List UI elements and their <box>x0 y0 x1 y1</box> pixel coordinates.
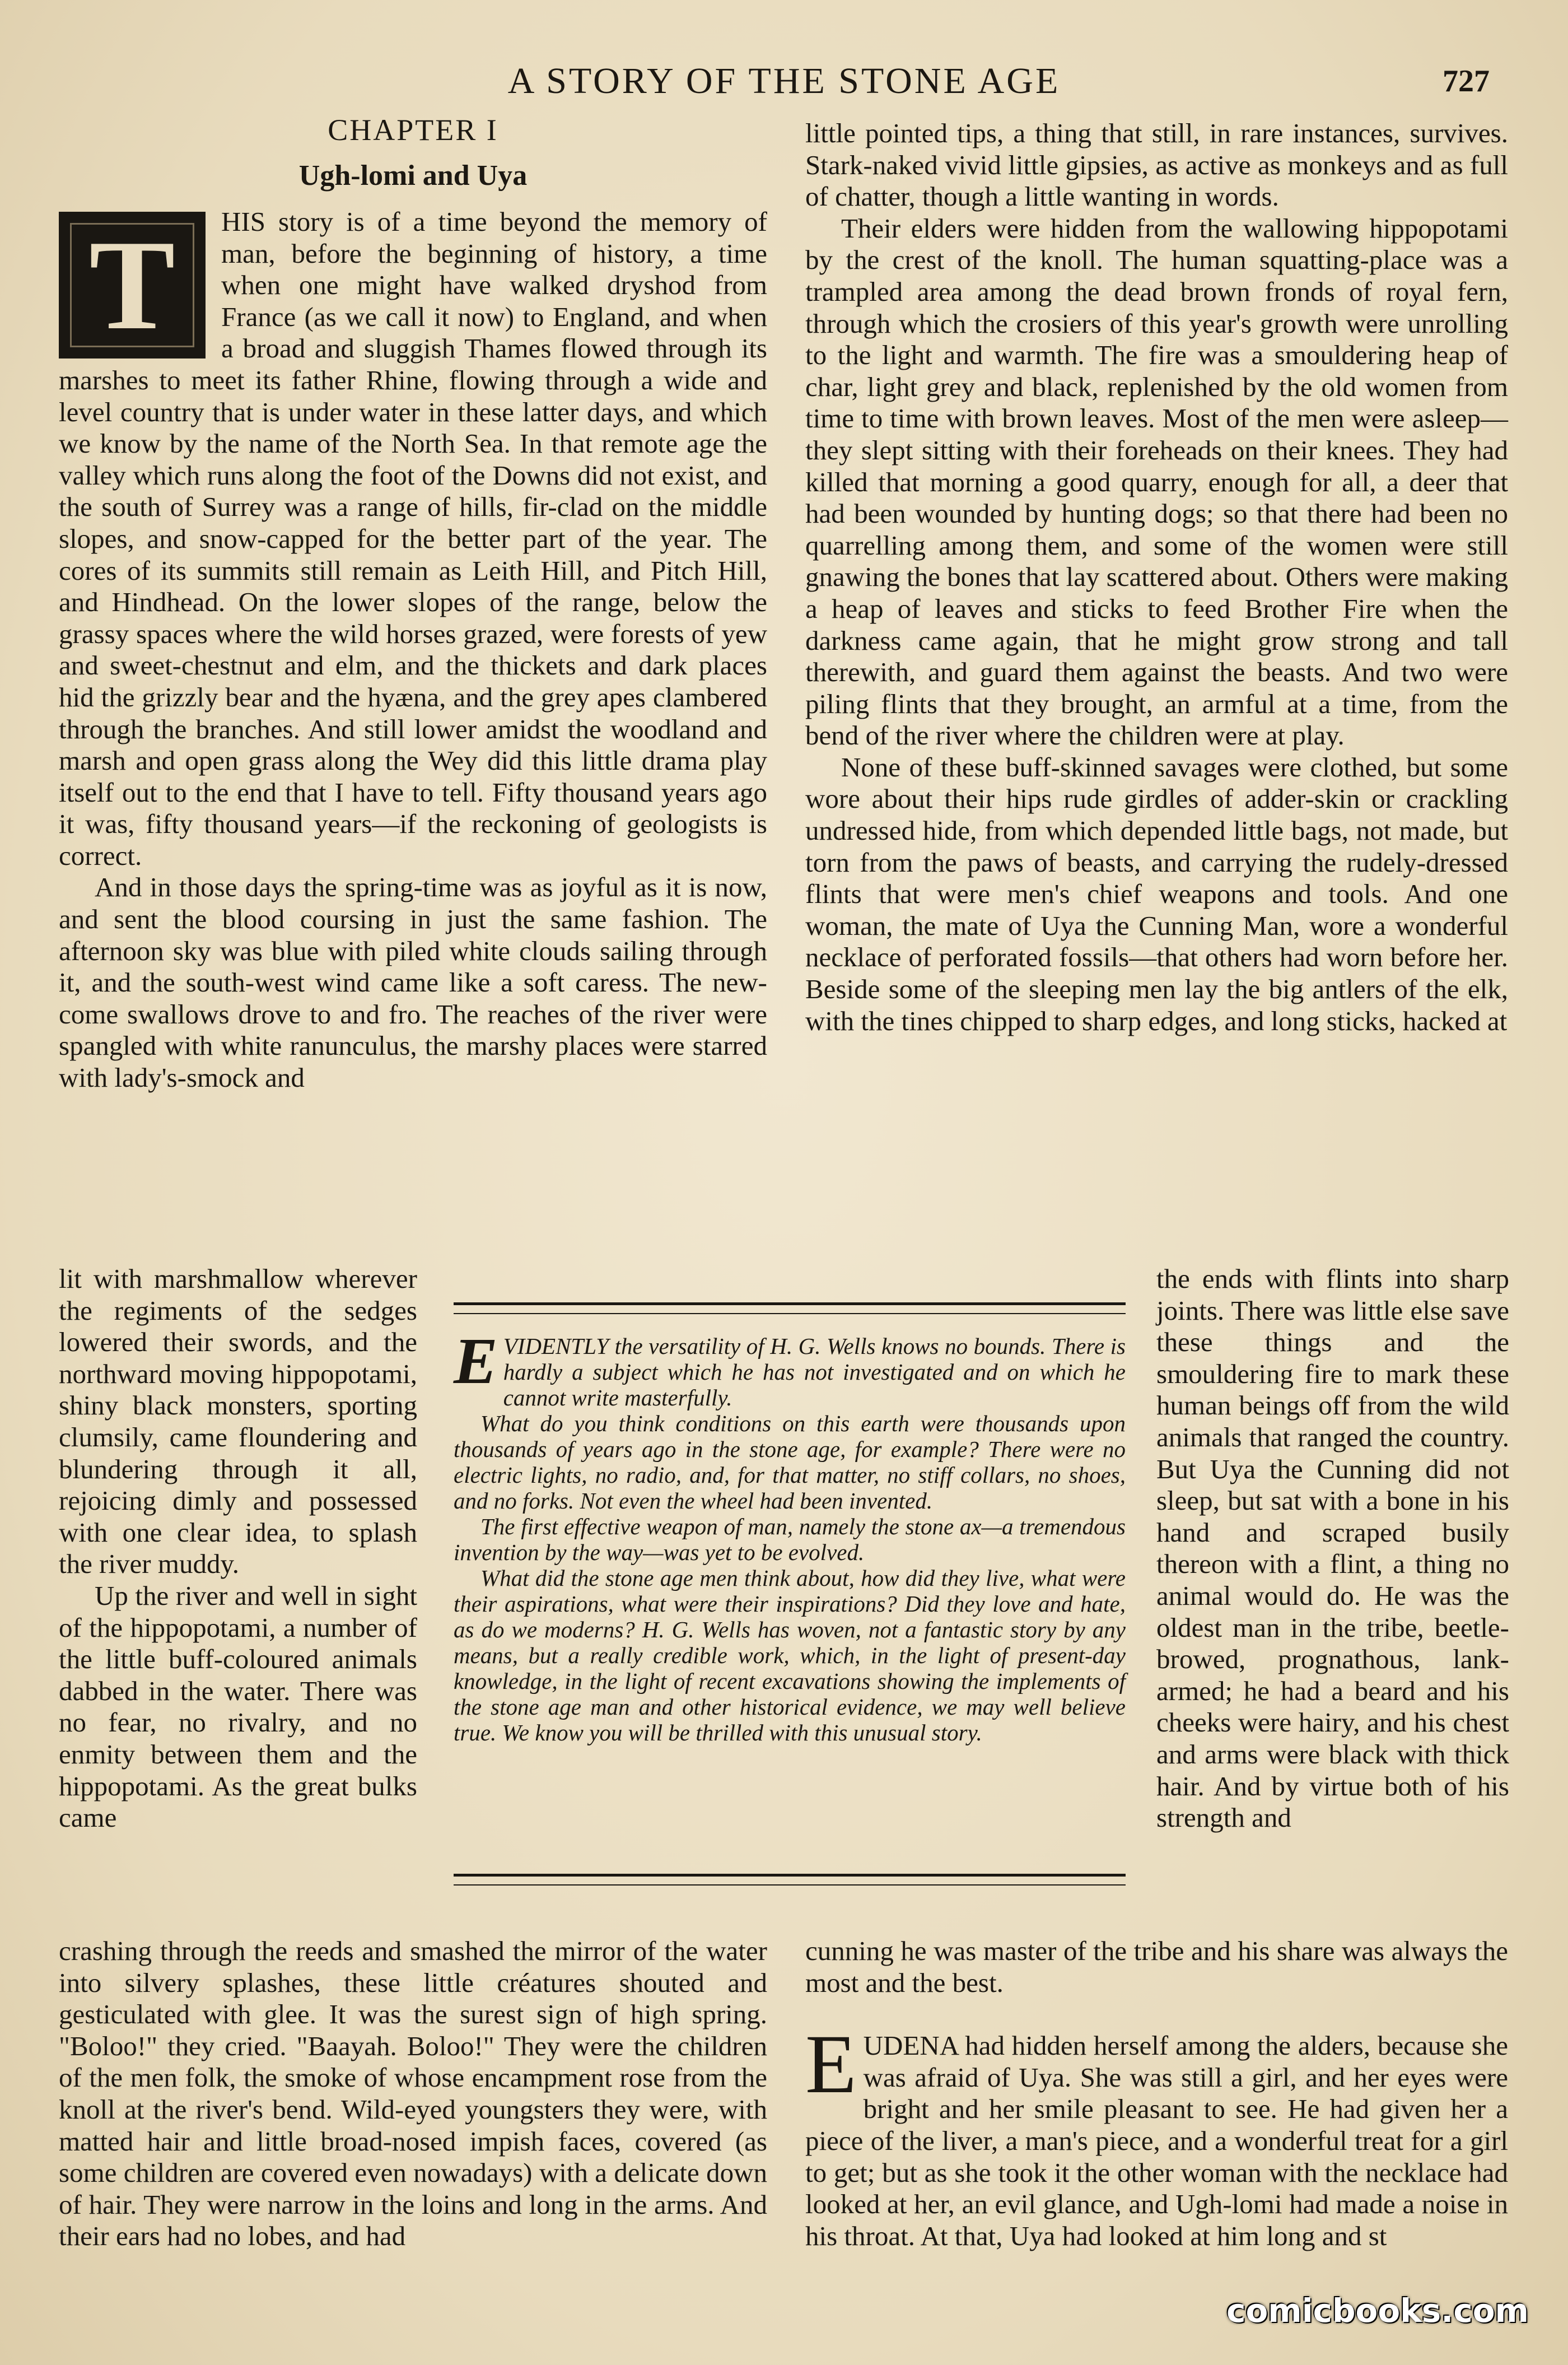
sidebar-paragraph: What did the stone age men think about, how did they live, what were their aspirations, what were their inspirations? Did they love and hate, as do we moderns? H. G. Wells has woven, not a fantastic story by any means, but a really credible work, which, in the light of present-day knowledge, in the light of recent excavations showing the implements of the stone age man and other historical evidence, we may well believe true. We know you will be thrilled with this unusual story. <box>454 1565 1126 1745</box>
running-title: A STORY OF THE STONE AGE <box>507 60 1061 101</box>
chapter-title: CHAPTER I <box>328 113 498 147</box>
sidebar-paragraph <box>454 1324 1126 1410</box>
sidebar-dropcap: E <box>454 1324 498 1398</box>
chapter-subtitle: Ugh-lomi and Uya <box>298 160 528 192</box>
paragraph: lit with marshmallow wherever the regiments of the sedges lowered their swords, and the northward moving hippopotami, shiny black monsters, sporting clumsily, came floundering and blundering through it all, rejoicing dimly and possessed with one clear idea, to splash the river muddy. <box>59 1263 417 1580</box>
paragraph: cunning he was master of the tribe and his share was always the most and the best. <box>805 1935 1508 1998</box>
watermark: comicbooks.com <box>1226 2292 1529 2330</box>
left-column-middle <box>59 1263 417 1834</box>
paragraph-text: UDENA had hidden herself among the alders, because she was afraid of Uya. She was still a girl, and her eyes were bright and her smile pleasant to see. He had given her a piece of the liver, a man's piece, and a wonderful treat for a girl to get; but as she took it the other woman with the necklace had looked at her, an evil glance, and Ugh-lomi had made a noise in his throat. At that, Uya had looked at him long and st <box>805 2030 1508 2251</box>
paragraph: And in those days the spring-time was as joyful as it is now, and sent the blood coursing in just the same fashion. The afternoon sky was blue with piled white clouds sailing through it, and the south-west wind came like a soft caress. The new-come swallows drove to and fro. The reaches of the river were spangled with white ranunculus, the marshy places were starred with lady's-smock and <box>59 872 767 1093</box>
left-column-bottom <box>59 1935 767 2252</box>
running-head <box>0 56 1568 106</box>
sidebar-rule-bottom <box>454 1874 1126 1886</box>
paragraph: None of these buff-skinned savages were clothed, but some wore about their hips rude girdles of adder-skin or crackling undressed hide, from which depended little bags, not made, but torn from the paws of beasts, and carrying the rudely-dressed flints that were men's chief weapons and tools. And one woman, the mate of Uya the Cunning Man, wore a wonderful necklace of perforated fossils—that others had worn before her. Beside some of the sleeping men lay the big antlers of the elk, with the tines chipped to sharp edges, and long sticks, hacked at <box>805 751 1508 1036</box>
paragraph: Their elders were hidden from the wallowing hippopotami by the crest of the knoll. The human squatting-place was a trampled area among the dead brown fronds of royal fern, through which the crosiers of this year's growth were unrolling to the light and warmth. The fire was a smouldering heap of char, light grey and black, replenished by the old women from time to time with brown leaves. Most of the men were asleep—they slept sitting with their foreheads on their knees. They had killed that morning a good quarry, enough for all, a deer that had been wounded by hunting dogs; so that there had been no quarrelling among them, and some of the women were still gnawing the bones that lay scattered about. Others were making a heap of leaves and sticks to feed Brother Fire when the darkness came again, that he might grow strong and tall therewith, and guard them against the beasts. And two were piling flints that they brought, an armful at a time, from the bend of the river where the children were at play. <box>805 212 1508 751</box>
sidebar-rule-top <box>454 1302 1126 1314</box>
right-column-middle <box>1156 1263 1509 1834</box>
paragraph: little pointed tips, a thing that still, in rare instances, survives. Stark-naked vivid little gipsies, as active as monkeys and as full of chatter, though a little wanting in words. <box>805 118 1508 212</box>
left-column-top <box>59 112 767 1094</box>
dropcap-letter: T <box>89 213 175 356</box>
right-column-bottom <box>805 1935 1508 2252</box>
sidebar-paragraph: What do you think conditions on this earth were thousands upon thousands of years ago in the stone age, for example? There were no electric lights, no radio, and, for that matter, no stiff collars, no shoes, and no forks. Not even the wheel had been invented. <box>454 1410 1126 1514</box>
sidebar-paragraph: The first effective weapon of man, namely the stone ax—a tremendous invention by the way—was yet to be evolved. <box>454 1514 1126 1565</box>
paragraph: HIS story is of a time beyond the memory of man, before the beginning of history, a time when one might have walked dryshod from France (as we call it now) to England, and when a broad and sluggish Thames flowed through its marshes to meet its father Rhine, flowing through a wide and level country that is under water in these latter days, and which we know by the name of the North Sea. In that remote age the valley which runs along the foot of the Downs did not exist, and the south of Surrey was a range of hills, fir-clad on the middle slopes, and snow-capped for the better part of the year. The cores of its summits still remain as Leith Hill, and Pitch Hill, and Hindhead. On the lower slopes of the range, below the grassy spaces where the wild horses grazed, were forests of yew and sweet-chestnut and elm, and the thickets and dark places hid the grizzly bear and the hyæna, and the grey apes clambered through the branches. And still lower amidst the woodland and marsh and open grass along the Wey did this little drama play itself out to the end that I have to tell. Fifty thousand years ago it was, fifty thousand years—if the reckoning of geologists is correct. <box>59 206 767 871</box>
paragraph: crashing through the reeds and smashed the mirror of the water into silvery splashes, these little créatures shouted and gesticulated with glee. It was the surest sign of high spring. "Boloo!" they cried. "Baayah. Boloo!" They were the children of the men folk, the smoke of whose encampment rose from the knoll at the river's bend. Wild-eyed youngsters they were, with matted hair and little broad-nosed impish faces, covered (as some children are covered even nowadays) with a delicate down of hair. They were narrow in the loins and long in the arms. And their ears had no lobes, and had <box>59 1935 767 2252</box>
paragraph: the ends with flints into sharp joints. There was little else save these things and the smouldering fire to mark these human beings off from the wild animals that ranged the country. But Uya the Cunning did not sleep, but sat with a bone in his hand and scraped busily thereon with a flint, a thing no animal would do. He was the oldest man in the tribe, beetle-browed, prognathous, lank-armed; he had a beard and his cheeks were hairy, and his chest and arms were black with thick hair. And by virtue both of his strength and <box>1156 1263 1509 1833</box>
right-column-top <box>805 118 1508 1037</box>
paragraph: Up the river and well in sight of the hippopotami, a number of the little buff-coloured animals dabbed in the water. There was no fear, no rivalry, and no enmity between them and the hippopotami. As the great bulks came <box>59 1580 417 1833</box>
ornamental-dropcap <box>59 212 206 359</box>
editorial-sidebar <box>454 1324 1126 1745</box>
page-number: 727 <box>1443 64 1490 99</box>
sidebar-text: VIDENTLY the versatility of H. G. Wells knows no bounds. There is hardly a subject which he has not investigated and on which he cannot write masterfully. <box>503 1333 1126 1410</box>
section-dropcap: E <box>805 2018 857 2111</box>
paragraph <box>805 2018 1508 2252</box>
